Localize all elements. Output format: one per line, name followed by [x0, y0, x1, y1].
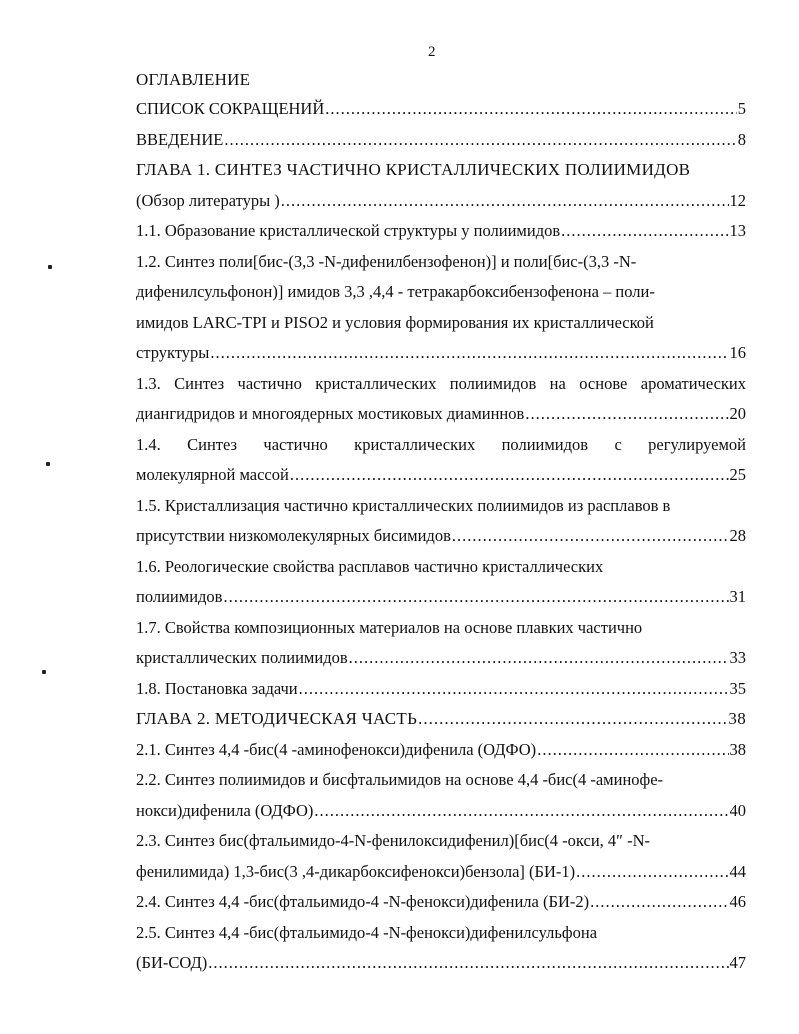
toc-entry-line: имидов LARC-TPI и PISO2 и условия формирования их кристаллической [136, 312, 654, 332]
toc-entry: 1.1. Образование кристаллической структуры у полиимидов ..... 13 [136, 216, 746, 247]
toc-entry: 2.4. Синтез 4,4 -бис(фтальимидо-4 -N-фенокси)дифенила (БИ-2) ..... 46 [136, 887, 746, 918]
toc-entry-line: 2.5. Синтез 4,4 -бис(фтальимидо-4 -N-фенокси)дифенилсульфона [136, 922, 598, 942]
toc-entry: структуры ..... 16 [136, 338, 746, 369]
toc-entry-line: 1.6. Реологические свойства расплавов частично кристаллических [136, 556, 604, 576]
toc-chapter-heading: ГЛАВА 1. СИНТЕЗ ЧАСТИЧНО КРИСТАЛЛИЧЕСКИХ ПОЛИИМИДОВ [136, 160, 691, 179]
toc-entry: нокси)дифенила (ОДФО) ..... 40 [136, 796, 746, 827]
page-number: 2 [428, 44, 436, 60]
table-of-contents [136, 94, 746, 979]
toc-entry: (Обзор литературы ) ..... 12 [136, 186, 746, 217]
toc-entry-line: дифенилсульфонон)] имидов 3,3 ,4,4 - тетракарбоксибензофенона – поли- [136, 282, 655, 301]
toc-entry-line: 2.2. Синтез полиимидов и бисфтальимидов на основе 4,4 -бис(4 -аминофе- [136, 770, 664, 789]
toc-entry: диангидридов и многоядерных мостиковых диаминнов ..... 20 [136, 399, 746, 430]
scan-speck [48, 265, 52, 269]
toc-entry: фенилимида) 1,3-бис(3 ,4-дикарбоксифенокси)бензола] (БИ-1) ..... 44 [136, 857, 746, 888]
toc-entry: полиимидов ..... 31 [136, 582, 746, 613]
toc-entry: ВВЕДЕНИЕ ..... 8 [136, 125, 746, 156]
toc-entry: молекулярной массой ..... 25 [136, 460, 746, 491]
toc-entry-line: 1.5. Кристаллизация частично кристаллических полиимидов из расплавов в [136, 495, 671, 515]
toc-entry-line: 1.3. Синтез частично кристаллических полиимидов на основе ароматических [136, 373, 746, 393]
toc-chapter-heading: ГЛАВА 2. МЕТОДИЧЕСКАЯ ЧАСТЬ ..... 38 [136, 704, 746, 735]
scan-speck [42, 670, 46, 674]
toc-entry: СПИСОК СОКРАЩЕНИЙ ..... 5 [136, 94, 746, 125]
toc-entry-line: 2.3. Синтез бис(фтальимидо-4-N-фенилоксидифенил)[бис(4 -окси, 4″ -N- [136, 831, 651, 850]
toc-entry: присутствии низкомолекулярных бисимидов ..... 28 [136, 521, 746, 552]
toc-entry-line: 1.7. Свойства композиционных материалов на основе плавких частично [136, 617, 643, 637]
toc-entry: 1.8. Постановка задачи ..... 35 [136, 674, 746, 705]
toc-entry-line: 1.2. Синтез поли[бис-(3,3 -N-дифенилбензофенон)] и поли[бис-(3,3 -N- [136, 251, 637, 271]
toc-title: ОГЛАВЛЕНИЕ [136, 70, 251, 89]
toc-entry: 2.1. Синтез 4,4 -бис(4 -аминофенокси)дифенила (ОДФО) ..... 38 [136, 735, 746, 766]
toc-entry: (БИ-СОД) ..... 47 [136, 948, 746, 979]
toc-entry: кристаллических полиимидов ..... 33 [136, 643, 746, 674]
scan-speck [46, 462, 50, 466]
toc-entry-line: 1.4. Синтез частично кристаллических полиимидов с регулируемой [136, 434, 746, 454]
